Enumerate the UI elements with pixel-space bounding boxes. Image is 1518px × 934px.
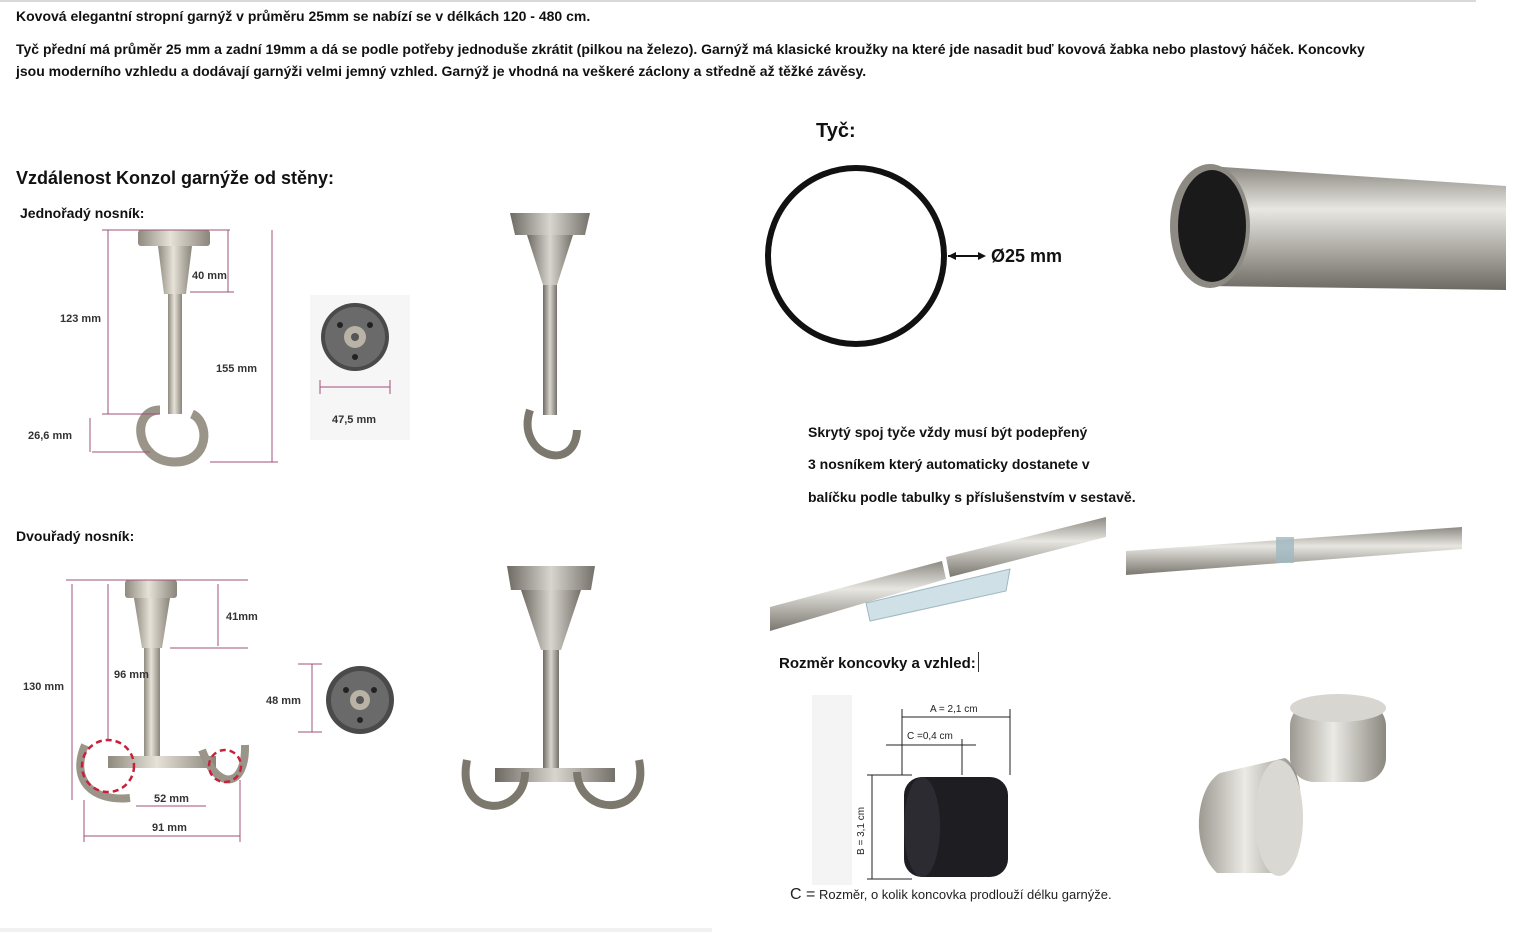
single-bracket-diagram — [20, 222, 290, 472]
endcap-photo — [1195, 688, 1395, 883]
dim-52: 52 mm — [154, 793, 189, 805]
dim-130: 130 mm — [23, 681, 64, 693]
dim-96: 96 mm — [114, 669, 149, 681]
double-mount-plate — [262, 660, 402, 740]
rod-diameter-diagram — [758, 160, 1088, 355]
intro-line-1: Kovová elegantní stropní garnýž v průměru 25mm se nabízí se v délkách 120 - 480 cm. — [16, 8, 591, 24]
intro-paragraph: Tyč přední má průměr 25 mm a zadní 19mm a dá se podle potřeby jednoduše zkrátit (pilkou na železo). Garnýž má klasické kroužky na které jde nasadit buď kovová žabka nebo plastový háček. Koncovky jsou moderního vzhledu a dodávají garnýži velmi jemný vzhled. Garnýž je vhodná na veškeré záclony a středně až těžké závěsy. — [16, 41, 1365, 79]
bottom-fade — [0, 928, 712, 932]
joint-note-line-1: Skrytý spoj tyče vždy musí být podepřený — [808, 424, 1088, 440]
rod-photo — [1168, 158, 1508, 293]
endcap-caption-letter: C = — [790, 886, 816, 903]
joint-note-line-2: 3 nosníkem který automaticky dostanete v — [808, 456, 1090, 472]
rod-diameter-label: Ø25 mm — [991, 246, 1063, 266]
dim-47-5: 47,5 mm — [332, 414, 377, 426]
double-bracket-label: Dvouřadý nosník: — [16, 528, 135, 544]
double-bracket-photo — [455, 560, 655, 820]
single-mount-plate — [310, 295, 410, 440]
dim-155: 155 mm — [216, 363, 257, 375]
endcap-heading: Rozměr koncovky a vzhled: — [779, 655, 976, 672]
rod-joint-open-photo — [770, 515, 1106, 633]
text-cursor — [978, 652, 979, 672]
endcap-dimension-diagram — [812, 695, 1052, 885]
single-bracket-photo — [505, 205, 595, 475]
endcap-dim-b: B = 3,1 cm — [856, 806, 867, 855]
dim-41: 41mm — [226, 611, 258, 623]
joint-note-line-3: balíčku podle tabulky s příslušenstvím v sestavě. — [808, 489, 1136, 505]
distance-heading: Vzdálenost Konzol garnýže od stěny: — [16, 168, 335, 188]
top-divider — [0, 0, 1476, 2]
rod-heading: Tyč: — [816, 120, 856, 142]
dim-48: 48 mm — [266, 695, 301, 707]
endcap-caption-text: Rozměr, o kolik koncovka prodlouží délku garnýže. — [815, 887, 1112, 902]
endcap-dim-c: C =0,4 cm — [907, 731, 953, 742]
endcap-dim-a: A = 2,1 cm — [930, 704, 978, 715]
dim-26-6: 26,6 mm — [28, 430, 73, 442]
rod-joint-closed-photo — [1126, 525, 1462, 583]
endcap-caption — [790, 886, 1112, 904]
single-bracket-label: Jednořadý nosník: — [20, 205, 145, 221]
dim-91: 91 mm — [152, 822, 187, 834]
dim-40: 40 mm — [192, 270, 227, 282]
dim-123: 123 mm — [60, 313, 101, 325]
